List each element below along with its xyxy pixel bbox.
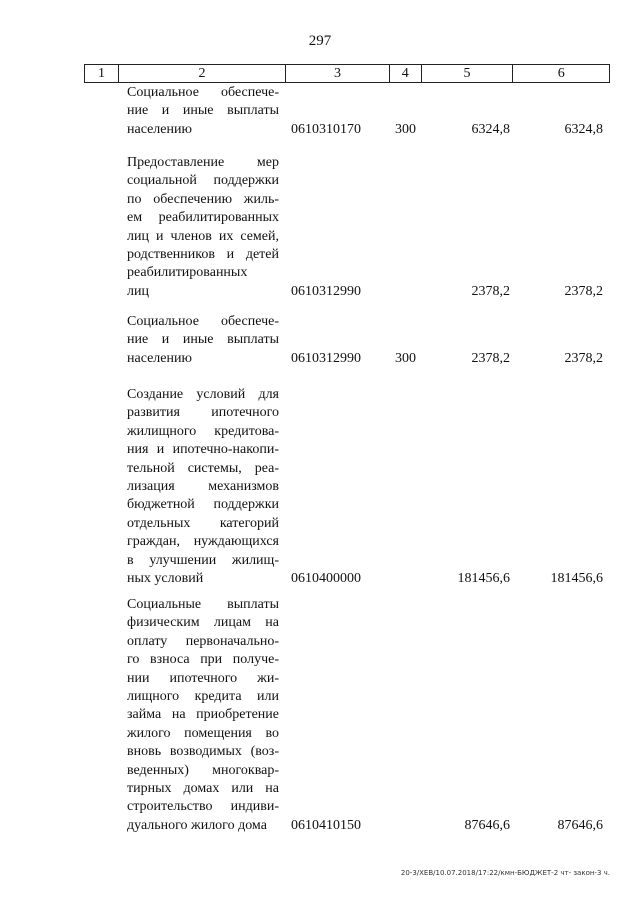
row-code: 0610410150 <box>291 817 361 833</box>
row-description <box>127 84 279 139</box>
description-line: Предоставление мер <box>127 155 279 170</box>
table-row <box>0 154 640 301</box>
table-row <box>0 84 640 139</box>
description-line: граждан, нуждающихся <box>127 534 279 550</box>
page-number: 297 <box>308 33 332 49</box>
description-line: ных условий <box>127 570 204 586</box>
description-line: ние и иные выплаты <box>127 103 279 119</box>
column-header: 2 <box>119 65 286 82</box>
row-description <box>127 154 279 301</box>
description-line: строительство индиви- <box>127 799 279 815</box>
description-line: развития ипотечного <box>127 405 279 421</box>
table-row <box>0 386 640 588</box>
description-line: тирных домах или на <box>127 780 279 796</box>
row-kind: 300 <box>395 121 416 137</box>
column-header: 5 <box>422 65 514 82</box>
description-line: займа на приобретение <box>127 707 279 723</box>
description-line: лизация механизмов <box>127 478 279 494</box>
row-amount-1: 181456,6 <box>457 570 510 586</box>
column-header: 3 <box>286 65 390 82</box>
row-code: 0610400000 <box>291 570 361 586</box>
row-amount-2: 6324,8 <box>564 121 603 137</box>
description-line: го взноса при получе- <box>127 652 279 668</box>
row-amount-1: 6324,8 <box>471 121 510 137</box>
description-line: жилищного кредитова- <box>127 423 279 439</box>
row-code: 0610310170 <box>291 121 361 137</box>
column-header: 1 <box>85 65 119 82</box>
description-line: Социальное обеспече- <box>127 314 279 329</box>
row-description <box>127 596 279 835</box>
description-line: по обеспечению жиль- <box>127 191 279 207</box>
description-line: дуального жилого дома <box>127 817 267 833</box>
row-code: 0610312990 <box>291 283 361 299</box>
description-line: физическим лицам на <box>127 615 279 631</box>
description-line: ние и иные выплаты <box>127 332 279 348</box>
description-line: оплату первоначально- <box>127 633 279 649</box>
description-line: вновь возводимых (воз- <box>127 744 279 760</box>
row-amount-2: 181456,6 <box>550 570 603 586</box>
row-kind: 300 <box>395 350 416 366</box>
description-line: лиц и членов их семей, <box>127 228 279 244</box>
row-description <box>127 386 279 588</box>
footer-stamp: 20-3/ХЕВ/10.07.2018/17:22/кмн-БЮДЖЕТ-2 чт- закон-3 ч. <box>400 869 610 877</box>
description-line: жилого помещения во <box>127 725 279 741</box>
description-line: веденных) многоквар- <box>127 762 279 778</box>
description-line: лиц <box>127 283 149 299</box>
description-line: Социальное обеспече- <box>127 85 279 100</box>
description-line: тельной системы, реа- <box>127 460 279 476</box>
description-line: ния и ипотечно-накопи- <box>127 442 279 458</box>
description-line: отдельных категорий <box>127 515 279 531</box>
description-line: бюджетной поддержки <box>127 497 279 513</box>
row-amount-2: 2378,2 <box>564 350 603 366</box>
description-line: родственников и детей <box>127 246 279 262</box>
description-line: социальной поддержки <box>127 173 279 189</box>
row-code: 0610312990 <box>291 350 361 366</box>
row-amount-2: 2378,2 <box>564 283 603 299</box>
row-description <box>127 313 279 368</box>
description-line: населению <box>127 350 192 366</box>
description-line: реабилитированных <box>127 265 248 281</box>
table-row <box>0 596 640 835</box>
description-line: в улучшении жилищ- <box>127 552 279 568</box>
description-line: нии ипотечного жи- <box>127 670 279 686</box>
description-line: лищного кредита или <box>127 688 279 704</box>
row-amount-2: 87646,6 <box>557 817 603 833</box>
column-header: 6 <box>557 65 565 81</box>
description-line: Создание условий для <box>127 387 279 402</box>
row-amount-1: 87646,6 <box>464 817 510 833</box>
description-line: ем реабилитированных <box>127 210 279 226</box>
description-line: Социальные выплаты <box>127 597 279 612</box>
column-header: 4 <box>390 65 422 82</box>
row-amount-1: 2378,2 <box>471 283 510 299</box>
table-row <box>0 313 640 368</box>
description-line: населению <box>127 121 192 137</box>
row-amount-1: 2378,2 <box>471 350 510 366</box>
table-header <box>84 64 610 83</box>
